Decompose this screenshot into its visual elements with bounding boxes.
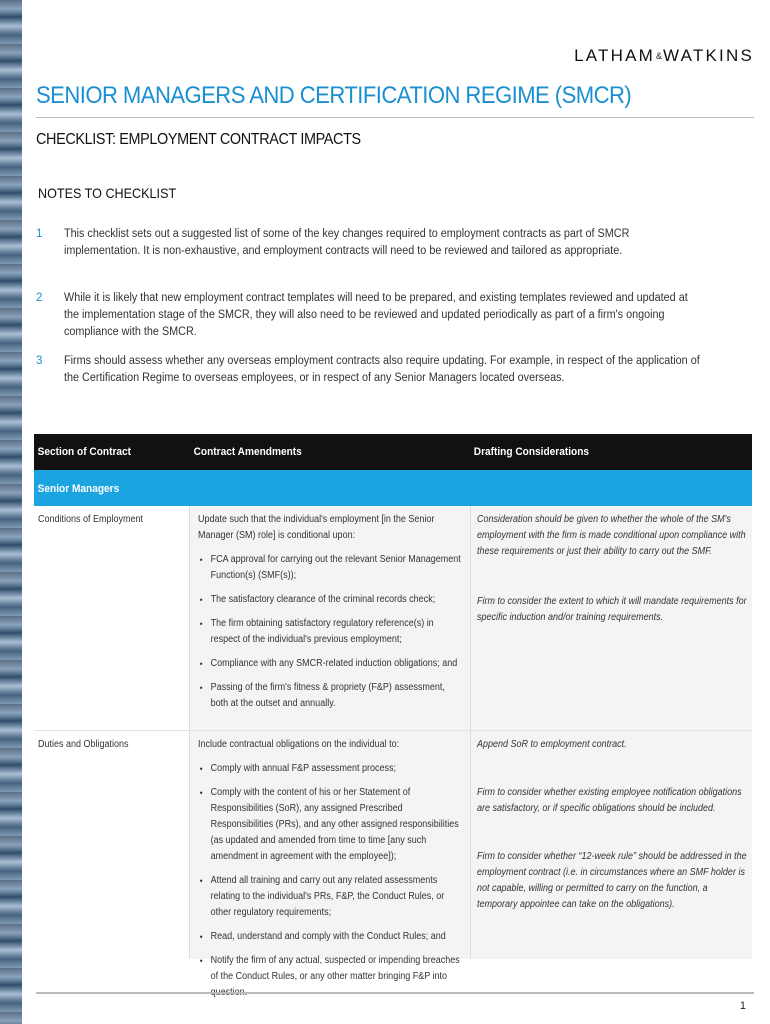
section-band-senior-managers xyxy=(34,470,752,506)
list-item: • Attend all training and carry out any related assessments relating to the individual's PRs, F&P, the Conduct Rules, or other regulatory requirements; xyxy=(198,873,464,921)
table-row xyxy=(34,731,752,998)
note-item xyxy=(36,353,746,387)
drafting-consideration: Consideration should be given to whether the whole of the SM's employment with the firm is made conditional upon compliance with these requirements or just their ability to carry out the SMF. xyxy=(477,514,746,557)
note-item xyxy=(36,226,746,260)
title-divider xyxy=(36,117,754,118)
page-subtitle: CHECKLIST: EMPLOYMENT CONTRACT IMPACTS xyxy=(36,131,361,148)
latham-watkins-logo xyxy=(574,46,754,66)
note-text: While it is likely that new employment contract templates will need to be prepared, and existing templates reviewed and updated at the implementation stage of the SMCR, they will also need to be reviewed and updated periodically as part of a firm's ongoing compliance with the SMCR. xyxy=(64,292,688,338)
list-item: • Comply with annual F&P assessment process; xyxy=(198,761,464,777)
table-header-row xyxy=(34,434,752,470)
list-item: • Notify the firm of any actual, suspected or impending breaches of the Conduct Rules, or any other matter bringing F&P into question. xyxy=(198,953,464,1001)
list-item: • The firm obtaining satisfactory regulatory reference(s) in respect of the individual's previous employment; xyxy=(198,616,464,648)
note-number: 2 xyxy=(36,292,43,304)
list-item: • Compliance with any SMCR-related induction obligations; and xyxy=(198,656,464,672)
page-number: 1 xyxy=(739,1000,746,1012)
drafting-consideration: Firm to consider whether “12-week rule” should be addressed in the employment contract (i.e. in circumstances where an SMF holder is not capable, willing or permitted to carry on the function, a temporary appointee can take on the obligations). xyxy=(477,851,747,910)
amendment-intro: Update such that the individual's employment [in the Senior Manager (SM) role] is conditional upon: xyxy=(198,514,435,541)
drafting-consideration: Append SoR to employment contract. xyxy=(477,739,627,750)
footer-divider xyxy=(36,992,754,994)
list-item: • FCA approval for carrying out the relevant Senior Management Function(s) (SMF(s)); xyxy=(198,552,464,584)
note-number: 3 xyxy=(36,355,43,367)
amendment-intro: Include contractual obligations on the individual to: xyxy=(198,739,400,750)
column-header-considerations: Drafting Considerations xyxy=(473,446,590,458)
section-band-label: Senior Managers xyxy=(37,483,120,495)
note-text: This checklist sets out a suggested list of some of the key changes required to employment contracts as part of SMCR implementation. It is non-exhaustive, and employment contracts will need to be reviewed and tailored as appropriate. xyxy=(64,228,630,257)
column-header-amendments: Contract Amendments xyxy=(193,446,302,458)
list-item: • The satisfactory clearance of the criminal records check; xyxy=(198,592,464,608)
note-item xyxy=(36,290,746,341)
notes-heading: NOTES TO CHECKLIST xyxy=(38,185,177,201)
decorative-side-strip xyxy=(0,0,22,1024)
amendment-list xyxy=(198,552,464,712)
drafting-consideration: Firm to consider whether existing employee notification obligations are satisfactory, or if specific obligations should be included. xyxy=(477,787,742,814)
checklist-table xyxy=(34,434,752,998)
table-row xyxy=(34,506,752,731)
column-header-section: Section of Contract xyxy=(37,446,132,458)
drafting-consideration: Firm to consider the extent to which it will mandate requirements for specific induction and/or training requirements. xyxy=(477,596,747,623)
logo-text-left: LATHAM xyxy=(574,46,656,65)
list-item: • Passing of the firm's fitness & propriety (F&P) assessment, both at the outset and annually. xyxy=(198,680,464,712)
row-section-label: Conditions of Employment xyxy=(38,514,144,525)
logo-ampersand: & xyxy=(656,51,663,61)
row-section-label: Duties and Obligations xyxy=(38,739,129,750)
note-text: Firms should assess whether any overseas employment contracts also require updating. For example, in respect of the application of the Certification Regime to overseas employees, or in respect of any Senior Managers located overseas. xyxy=(64,355,700,384)
list-item: • Read, understand and comply with the Conduct Rules; and xyxy=(198,929,464,945)
note-number: 1 xyxy=(36,228,43,240)
list-item: • Comply with the content of his or her Statement of Responsibilities (SoR), any assigned Prescribed Responsibilities (PRs), and any other assigned responsibilities (as updated and amended from time to time [any such amendment in agreement with the employee]); xyxy=(198,785,464,865)
page-title: SENIOR MANAGERS AND CERTIFICATION REGIME (SMCR) xyxy=(36,82,632,109)
logo-text-right: WATKINS xyxy=(663,46,754,65)
amendment-list xyxy=(198,761,464,1001)
